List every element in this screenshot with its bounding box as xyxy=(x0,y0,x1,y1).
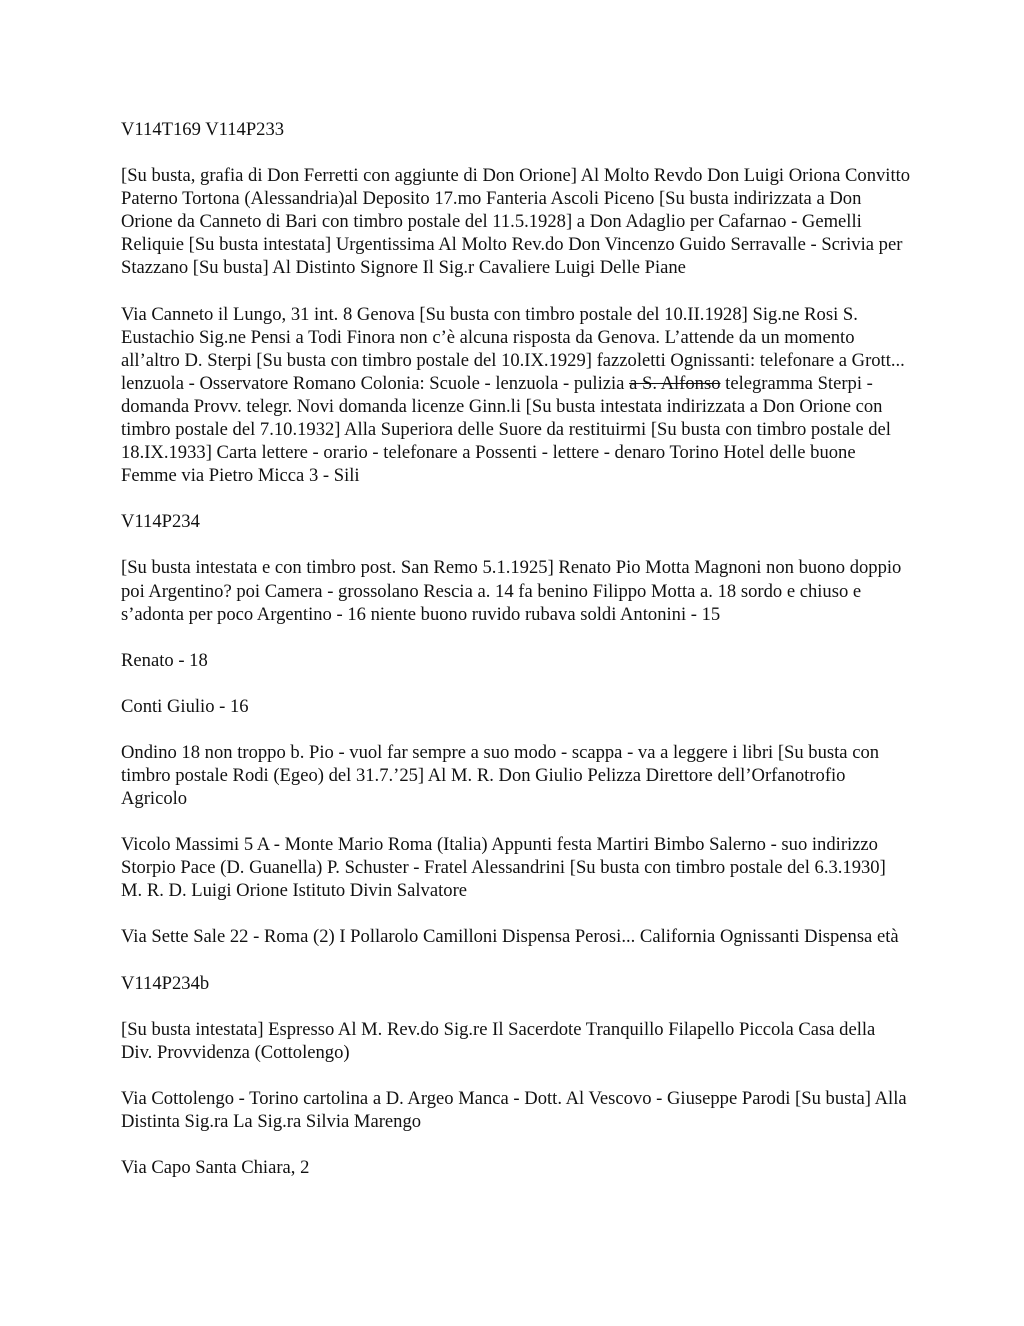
paragraph-renato: Renato - 18 xyxy=(121,649,208,671)
paragraph-text-after-strike: telegramma Sterpi - domanda Provv. telegr. Novi domanda licenze Ginn.li [Su busta intestata indirizzata a Don Orione con timbro postale del 7.10.1932] Alla Superiora delle Suore da restituirmi [Su busta con timbro postale del 18.IX.1933] Carta lettere - orario - telefonare a Possenti - lettere - denaro Torino Hotel delle buone Femme via Pietro Micca 3 - Sili xyxy=(121,372,891,487)
paragraph-envelope-notes-2 xyxy=(121,303,911,488)
paragraph-text-before-strike: Via Canneto il Lungo, 31 int. 8 Genova [Su busta con timbro postale del 10.II.1928] Sig.ne Rosi S. Eustachio Sig.ne Pensi a Todi Finora non c’è alcuna risposta da Genova. L’attende da un momento all’altro D. Sterpi [Su busta con timbro postale del 10.IX.1929] fazzoletti Ognissanti: telefonare a Grott... lenzuola - Osservatore Romano Colonia: Scuole - lenzuola - pulizia xyxy=(121,303,905,394)
document-page xyxy=(121,118,911,1202)
paragraph-student-notes: [Su busta intestata e con timbro post. San Remo 5.1.1925] Renato Pio Motta Magnoni non buono doppio poi Argentino? poi Camera - grossolano Rescia a. 14 fa benino Filippo Motta a. 18 sordo e chiuso e s’adonta per poco Argentino - 16 niente buono ruvido rubava soldi Antonini - 15 xyxy=(121,557,902,625)
paragraph-envelope-notes-1: [Su busta, grafia di Don Ferretti con aggiunte di Don Orione] Al Molto Revdo Don Luigi Oriona Convitto Paterno Tortona (Alessandria)al Deposito 17.mo Fanteria Ascoli Piceno [Su busta indirizzata a Don Orione da Canneto di Bari con timbro postale del 11.5.1928] a Don Adaglio per Cafarnao - Gemelli Reliquie [Su busta intestata] Urgentissima Al Molto Rev.do Don Vincenzo Guido Serravalle - Scrivia per Stazzano [Su busta] Al Distinto Signore Il Sig.r Cavaliere Luigi Delle Piane xyxy=(121,165,911,279)
paragraph-via-cottolengo: Via Cottolengo - Torino cartolina a D. Argeo Manca - Dott. Al Vescovo - Giuseppe Parodi [Su busta] Alla Distinta Sig.ra La Sig.ra Silvia Marengo xyxy=(121,1087,907,1132)
paragraph-heading-v114p234: V114P234 xyxy=(121,511,200,533)
paragraph-heading-v114t169: V114T169 V114P233 xyxy=(121,119,285,140)
paragraph-conti-giulio: Conti Giulio - 16 xyxy=(121,695,249,717)
paragraph-heading-v114p234b: V114P234b xyxy=(121,972,210,994)
struck-text: a S. Alfonso xyxy=(629,372,721,394)
paragraph-vicolo-massimi: Vicolo Massimi 5 A - Monte Mario Roma (Italia) Appunti festa Martiri Bimbo Salerno - suo indirizzo Storpio Pace (D. Guanella) P. Schuster - Fratel Alessandrini [Su busta con timbro postale del 6.3.1930] M. R. D. Luigi Orione Istituto Divin Salvatore xyxy=(121,834,886,902)
paragraph-espresso: [Su busta intestata] Espresso Al M. Rev.do Sig.re Il Sacerdote Tranquillo Filapello Piccola Casa della Div. Provvidenza (Cottolengo) xyxy=(121,1018,876,1063)
paragraph-via-capo-santa-chiara: Via Capo Santa Chiara, 2 xyxy=(121,1157,310,1178)
paragraph-ondino: Ondino 18 non troppo b. Pio - vuol far sempre a suo modo - scappa - va a leggere i libri [Su busta con timbro postale Rodi (Egeo) del 31.7.’25] Al M. R. Don Giulio Pelizza Direttore dell’Orfanotrofio Agricolo xyxy=(121,741,880,810)
paragraph-via-sette-sale: Via Sette Sale 22 - Roma (2) I Pollarolo Camilloni Dispensa Perosi... California Ognissanti Dispensa età xyxy=(121,926,899,948)
